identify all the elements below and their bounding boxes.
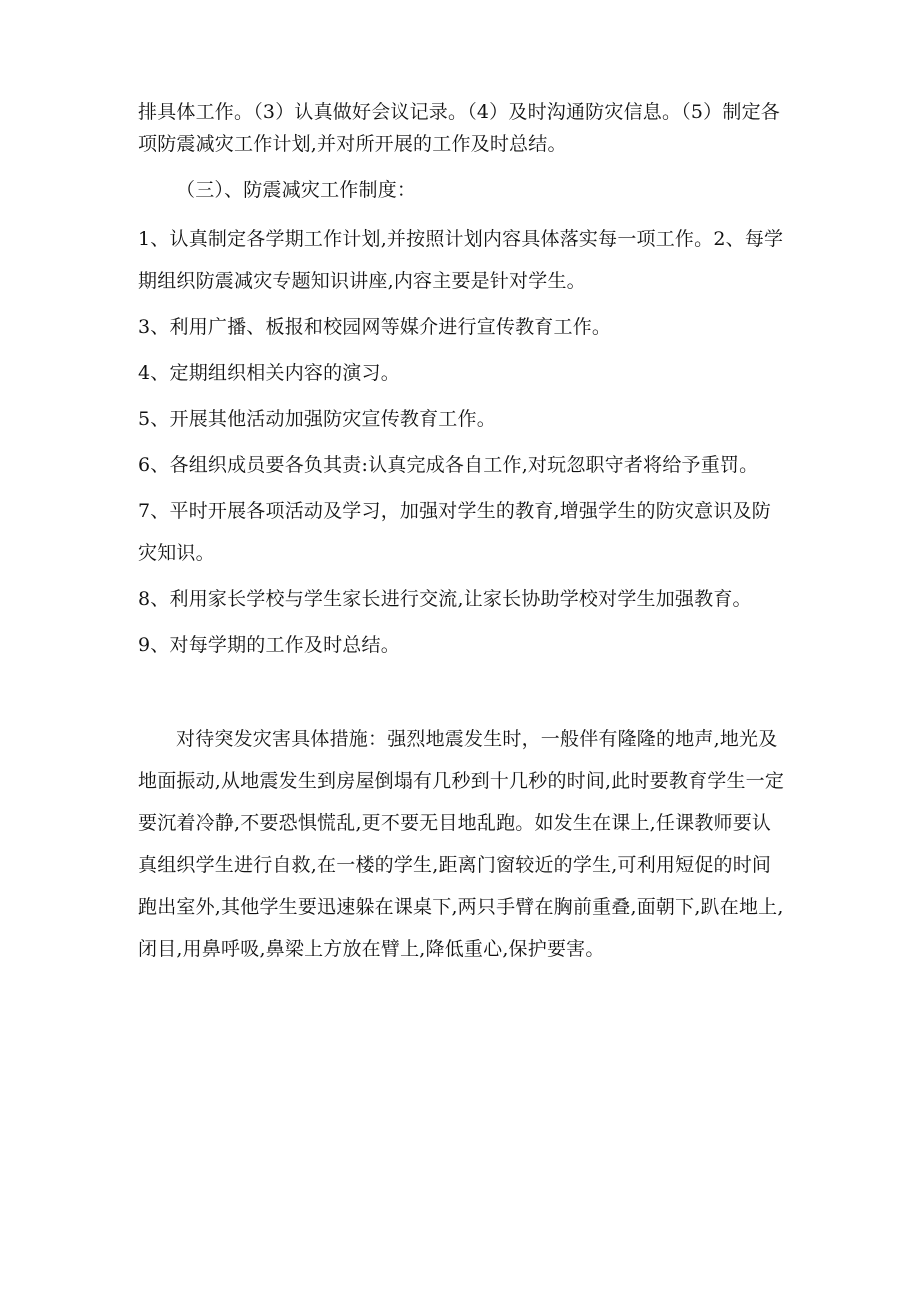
rule-item-8: 8、利用家长学校与学生家长进行交流,让家长协助学校对学生加强教育。 [138, 588, 752, 610]
rule-item-3: 3、利用广播、板报和校园网等媒介进行宣传教育工作。 [138, 316, 612, 338]
rule-item-4: 4、定期组织相关内容的演习。 [138, 362, 400, 384]
measures-paragraph: 对待突发灾害具体措施：强烈地震发生时，一般伴有隆隆的地声,地光及地面振动,从地震发生到房屋倒塌有几秒到十几秒的时间,此时要教育学生一定要沉着冷静,不要恐惧慌乱,更不要无目地乱跑。如发生在课上,任课教师要认真组织学生进行自救,在一楼的学生,距离门窗较近的学生,可利用短促的时间跑出室外,其他学生要迅速躲在课桌下,两只手臂在胸前重叠,面朝下,趴在地上,闭目,用鼻呼吸,鼻梁上方放在臂上,降低重心,保护要害。 [138, 728, 785, 960]
rule-item-9: 9、对每学期的工作及时总结。 [138, 634, 400, 656]
intro-paragraph: 排具体工作。（3）认真做好会议记录。（4）及时沟通防灾信息。（5）制定各项防震减灾工作计划,并对所开展的工作及时总结。 [138, 101, 780, 155]
rule-item-5: 5、开展其他活动加强防灾宣传教育工作。 [138, 408, 496, 430]
rule-item-7: 7、平时开展各项活动及学习，加强对学生的教育,增强学生的防灾意识及防灾知识。 [138, 500, 771, 564]
rule-item-6: 6、各组织成员要各负其责:认真完成各自工作,对玩忽职守者将给予重罚。 [138, 454, 759, 476]
section-heading: （三）、防震减灾工作制度： [176, 179, 417, 201]
rules-list [138, 218, 788, 670]
rule-item-1: 1、认真制定各学期工作计划,并按照计划内容具体落实每一项工作。2、每学期组织防震减灾专题知识讲座,内容主要是针对学生。 [138, 228, 784, 292]
